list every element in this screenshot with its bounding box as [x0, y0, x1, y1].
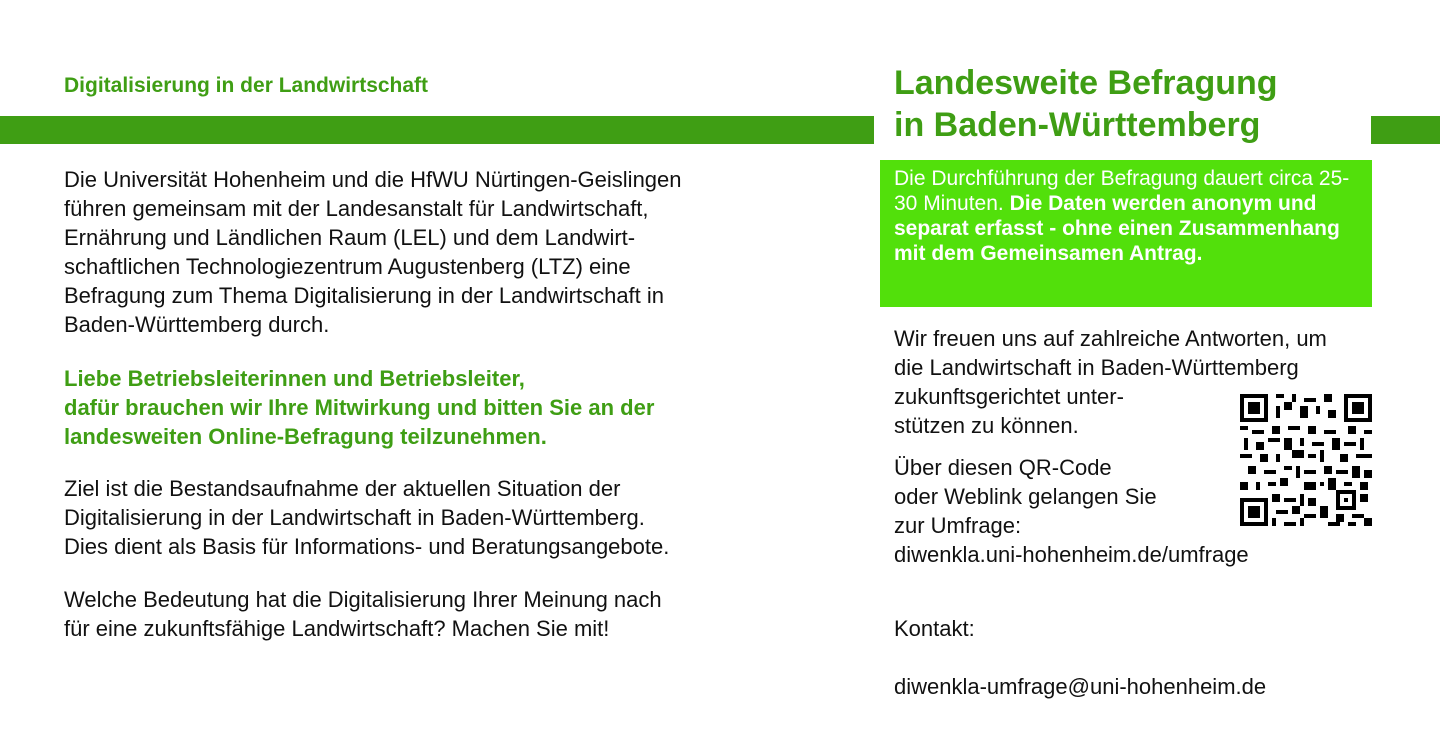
contact-label: Kontakt:	[894, 616, 975, 641]
info-box	[880, 160, 1372, 307]
intro-paragraph: Die Universität Hohenheim und die HfWU Nürtingen-Geislingen führen gemeinsam mit der Landesanstalt für Landwirtschaft, Ernährung und Ländlichen Raum (LEL) und dem Landwirt- schaftlichen Technologiezentrum Augustenberg (LTZ) eine Befragung zum Thema Digitalisierung in der Landwirtschaft in Baden-Württemberg durch.	[64, 167, 682, 337]
contact-email[interactable]: diwenkla-umfrage@uni-hohenheim.de	[894, 674, 1267, 699]
left-accent-bar	[0, 116, 874, 144]
qr-code-icon[interactable]	[1240, 394, 1372, 526]
right-accent-bar	[1371, 116, 1440, 144]
qr-intro-text: Über diesen QR-Code oder Weblink gelangen Sie zur Umfrage:	[894, 455, 1157, 538]
appeal-paragraph: Liebe Betriebsleiterinnen und Betriebsleiter, dafür brauchen wir Ihre Mitwirkung und bitten Sie an der landesweiten Online-Befragung teilzunehmen.	[64, 366, 655, 449]
thanks-text: Wir freuen uns auf zahlreiche Antworten, um die Landwirtschaft in Baden-Württemberg	[894, 326, 1327, 380]
section-kicker: Digitalisierung in der Landwirtschaft	[64, 74, 429, 97]
info-box-privacy: Die Daten werden anonym und separat erfasst - ohne einen Zusammenhang mit dem Gemeinsamen Antrag.	[894, 192, 1340, 265]
survey-weblink[interactable]: diwenkla.uni-hohenheim.de/umfrage	[894, 542, 1249, 567]
thanks-text-continued: zukunftsgerichtet unter- stützen zu können.	[894, 384, 1124, 438]
page-title: Landesweite Befragung in Baden-Württemberg	[894, 64, 1278, 144]
contact-block	[894, 585, 1266, 730]
goal-paragraph: Ziel ist die Bestandsaufnahme der aktuellen Situation der Digitalisierung in der Landwirtschaft in Baden-Württemberg. Dies dient als Basis für Informations- und Beratungsangebote.	[64, 476, 670, 559]
info-box-duration: Die Durchführung der Befragung dauert circa 25-30 Minuten.	[894, 167, 1350, 215]
question-paragraph: Welche Bedeutung hat die Digitalisierung Ihrer Meinung nach für eine zukunftsfähige Landwirtschaft? Machen Sie mit!	[64, 587, 662, 641]
info-box-text	[894, 166, 1364, 266]
